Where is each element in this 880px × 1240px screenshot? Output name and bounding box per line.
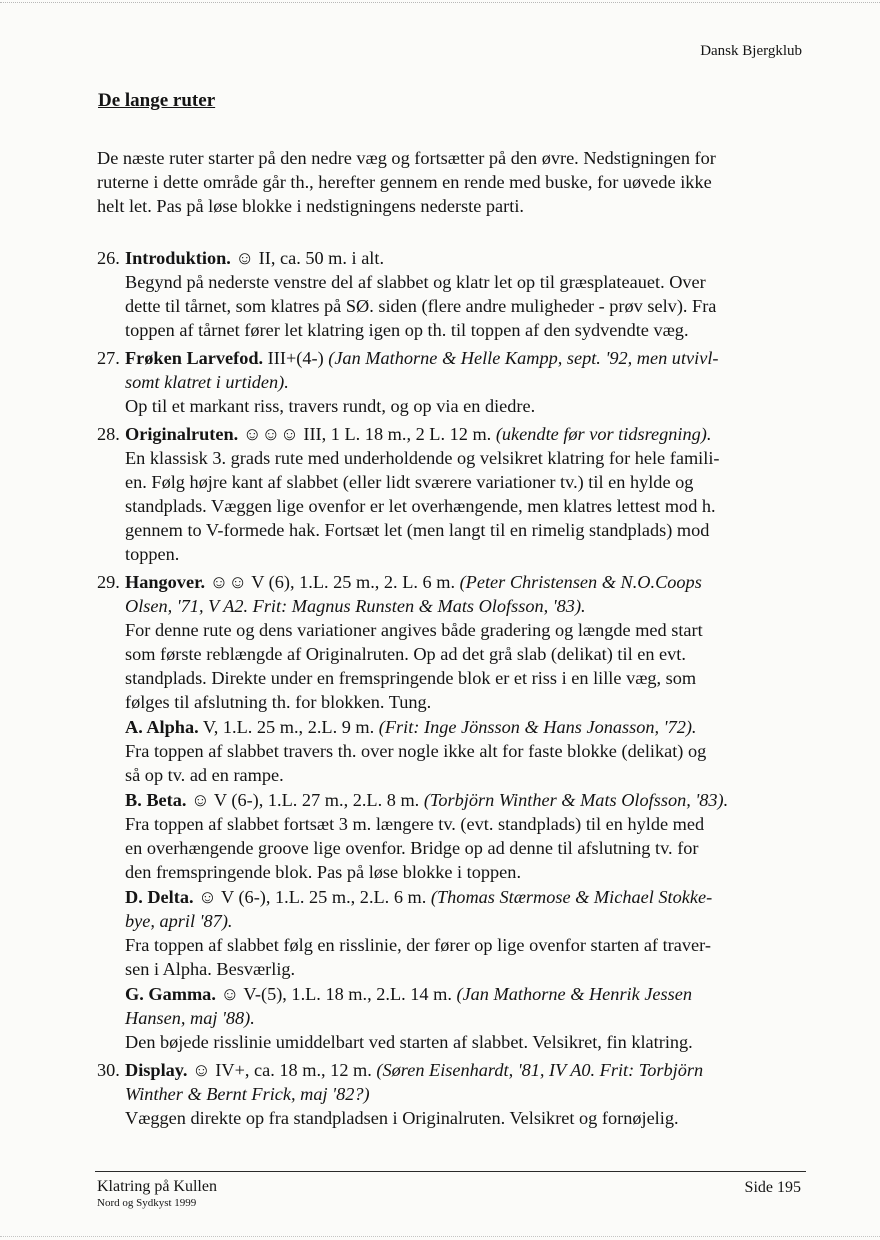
route-desc-line: toppen af tårnet fører let klatring igen op th. til toppen af den sydvendte væg. [125, 320, 689, 340]
variant-name: A. Alpha. [125, 717, 199, 737]
route-credit-cont: somt klatret i urtiden). [125, 372, 289, 392]
route-grade: ☺ IV+, ca. 18 m., 12 m. [187, 1060, 377, 1080]
route-name: Display. [125, 1060, 188, 1080]
route-number: 30. [97, 1060, 120, 1080]
section-intro [97, 146, 797, 218]
variant-desc-line: Fra toppen af slabbet følg en risslinie, der fører op lige ovenfor starten af traver- [125, 935, 711, 955]
route-name: Frøken Larvefod. [125, 348, 264, 368]
route-entry [97, 246, 812, 342]
variant-entry [125, 715, 812, 787]
variant-name: D. Delta. [125, 887, 194, 907]
variant-grade: ☺ V (6-), 1.L. 27 m., 2.L. 8 m. [186, 790, 424, 810]
route-credit-cont: Olsen, '71, V A2. Frit: Magnus Runsten & Mats Olofsson, '83). [125, 596, 586, 616]
route-heading [125, 346, 812, 370]
intro-line: ruterne i dette område går th., herefter gennem en rende med buske, for uøvede ikke [97, 172, 712, 192]
footer-subtitle: Nord og Sydkyst 1999 [97, 1197, 197, 1209]
route-number: 28. [97, 424, 120, 444]
route-desc-line: standplads. Direkte under en fremspringende blok er et riss i en lille væg, som [125, 668, 697, 688]
route-desc-line: Begynd på nederste venstre del af slabbet og klatr let op til græsplateauet. Over [125, 272, 706, 292]
route-grade: III+(4-) [263, 348, 329, 368]
variant-desc-line: den fremspringende blok. Pas på løse blokke i toppen. [125, 862, 522, 882]
variant-desc-line: sen i Alpha. Besværlig. [125, 959, 296, 979]
variant-grade: ☺ V-(5), 1.L. 18 m., 2.L. 14 m. [215, 984, 457, 1004]
route-desc-line: toppen. [125, 544, 180, 564]
variant-desc-line: Fra toppen af slabbet travers th. over nogle ikke alt for faste blokke (delikat) og [125, 741, 707, 761]
page-top-border [0, 2, 880, 3]
variant-credit: (Jan Mathorne & Henrik Jessen [456, 984, 693, 1004]
route-name: Originalruten. [125, 424, 239, 444]
route-desc-line: For denne rute og dens variationer angives både gradering og længde med start [125, 620, 703, 640]
route-credit: (Søren Eisenhardt, '81, IV A0. Frit: Torbjörn [376, 1060, 704, 1080]
intro-line: helt let. Pas på løse blokke i nedstigningens nederste parti. [97, 196, 524, 216]
variant-entry [125, 982, 812, 1054]
intro-line: De næste ruter starter på den nedre væg og fortsætter på den øvre. Nedstigningen for [97, 148, 716, 168]
route-name: Introduktion. [125, 248, 231, 268]
route-credit: (ukendte før vor tidsregning). [495, 424, 712, 444]
route-desc-line: en. Følg højre kant af slabbet (eller lidt sværere variationer tv.) til en hylde og [125, 472, 694, 492]
route-grade: ☺ II, ca. 50 m. i alt. [230, 248, 385, 268]
route-grade: ☺☺☺ III, 1 L. 18 m., 2 L. 12 m. [238, 424, 496, 444]
route-heading [125, 570, 812, 594]
route-name: Hangover. [125, 572, 206, 592]
page-number: Side 195 [744, 1179, 801, 1196]
variant-credit: (Thomas Stærmose & Michael Stokke- [430, 887, 713, 907]
route-grade: ☺☺ V (6), 1.L. 25 m., 2. L. 6 m. [205, 572, 460, 592]
route-credit: (Peter Christensen & N.O.Coops [459, 572, 702, 592]
route-entry [97, 422, 812, 566]
page-bottom-border [0, 1236, 880, 1237]
route-desc-line: En klassisk 3. grads rute med underholdende og velsikret klatring for hele famili- [125, 448, 720, 468]
route-credit: (Jan Mathorne & Helle Kampp, sept. '92, men utvivl- [328, 348, 719, 368]
variant-desc-line: Den bøjede risslinie umiddelbart ved starten af slabbet. Velsikret, fin klatring. [125, 1032, 693, 1052]
variant-credit-cont: Hansen, maj '88). [125, 1008, 255, 1028]
variant-heading [125, 715, 812, 739]
route-heading [125, 246, 812, 270]
route-desc-line: følges til afslutning th. for blokken. Tung. [125, 692, 432, 712]
route-entry [97, 1058, 812, 1130]
route-entry [97, 346, 812, 418]
variant-credit: (Frit: Inge Jönsson & Hans Jonasson, '72). [378, 717, 697, 737]
variant-heading [125, 885, 812, 909]
variant-desc-line: en overhængende groove lige ovenfor. Bridge op ad denne til afslutning tv. for [125, 838, 699, 858]
route-entry [97, 570, 812, 1054]
variant-grade: ☺ V (6-), 1.L. 25 m., 2.L. 6 m. [193, 887, 431, 907]
footer-rule [95, 1171, 806, 1172]
route-heading [125, 1058, 812, 1082]
header-org: Dansk Bjergklub [700, 43, 802, 59]
variant-heading [125, 982, 812, 1006]
variant-heading [125, 788, 812, 812]
variant-name: G. Gamma. [125, 984, 216, 1004]
route-desc-line: Væggen direkte op fra standpladsen i Originalruten. Velsikret og fornøjelig. [125, 1108, 679, 1128]
variant-name: B. Beta. [125, 790, 187, 810]
route-desc-line: gennem to V-formede hak. Fortsæt let (men langt til en rimelig standplads) mod [125, 520, 710, 540]
route-list [97, 246, 812, 1134]
route-desc-line: standplads. Væggen lige ovenfor er let overhængende, men klatres lettest mod h. [125, 496, 716, 516]
route-desc-line: som første reblængde af Originalruten. Op ad det grå slab (delikat) til en evt. [125, 644, 686, 664]
variant-grade: V, 1.L. 25 m., 2.L. 9 m. [198, 717, 379, 737]
variant-desc-line: så op tv. ad en rampe. [125, 765, 284, 785]
footer-book [97, 1177, 217, 1210]
route-number: 26. [97, 248, 120, 268]
variant-credit-cont: bye, april '87). [125, 911, 233, 931]
route-number: 27. [97, 348, 120, 368]
variant-entry [125, 885, 812, 981]
route-desc-line: Op til et markant riss, travers rundt, og op via en diedre. [125, 396, 536, 416]
section-title: De lange ruter [98, 90, 216, 111]
route-desc-line: dette til tårnet, som klatres på SØ. siden (flere andre muligheder - prøv selv). Fra [125, 296, 717, 316]
route-credit-cont: Winther & Bernt Frick, maj '82?) [125, 1084, 370, 1104]
variant-desc-line: Fra toppen af slabbet fortsæt 3 m. længere tv. (evt. standplads) til en hylde med [125, 814, 705, 834]
route-number: 29. [97, 572, 120, 592]
variant-entry [125, 788, 812, 884]
route-heading [125, 422, 812, 446]
footer-title: Klatring på Kullen [97, 1178, 217, 1195]
variant-credit: (Torbjörn Winther & Mats Olofsson, '83). [423, 790, 729, 810]
